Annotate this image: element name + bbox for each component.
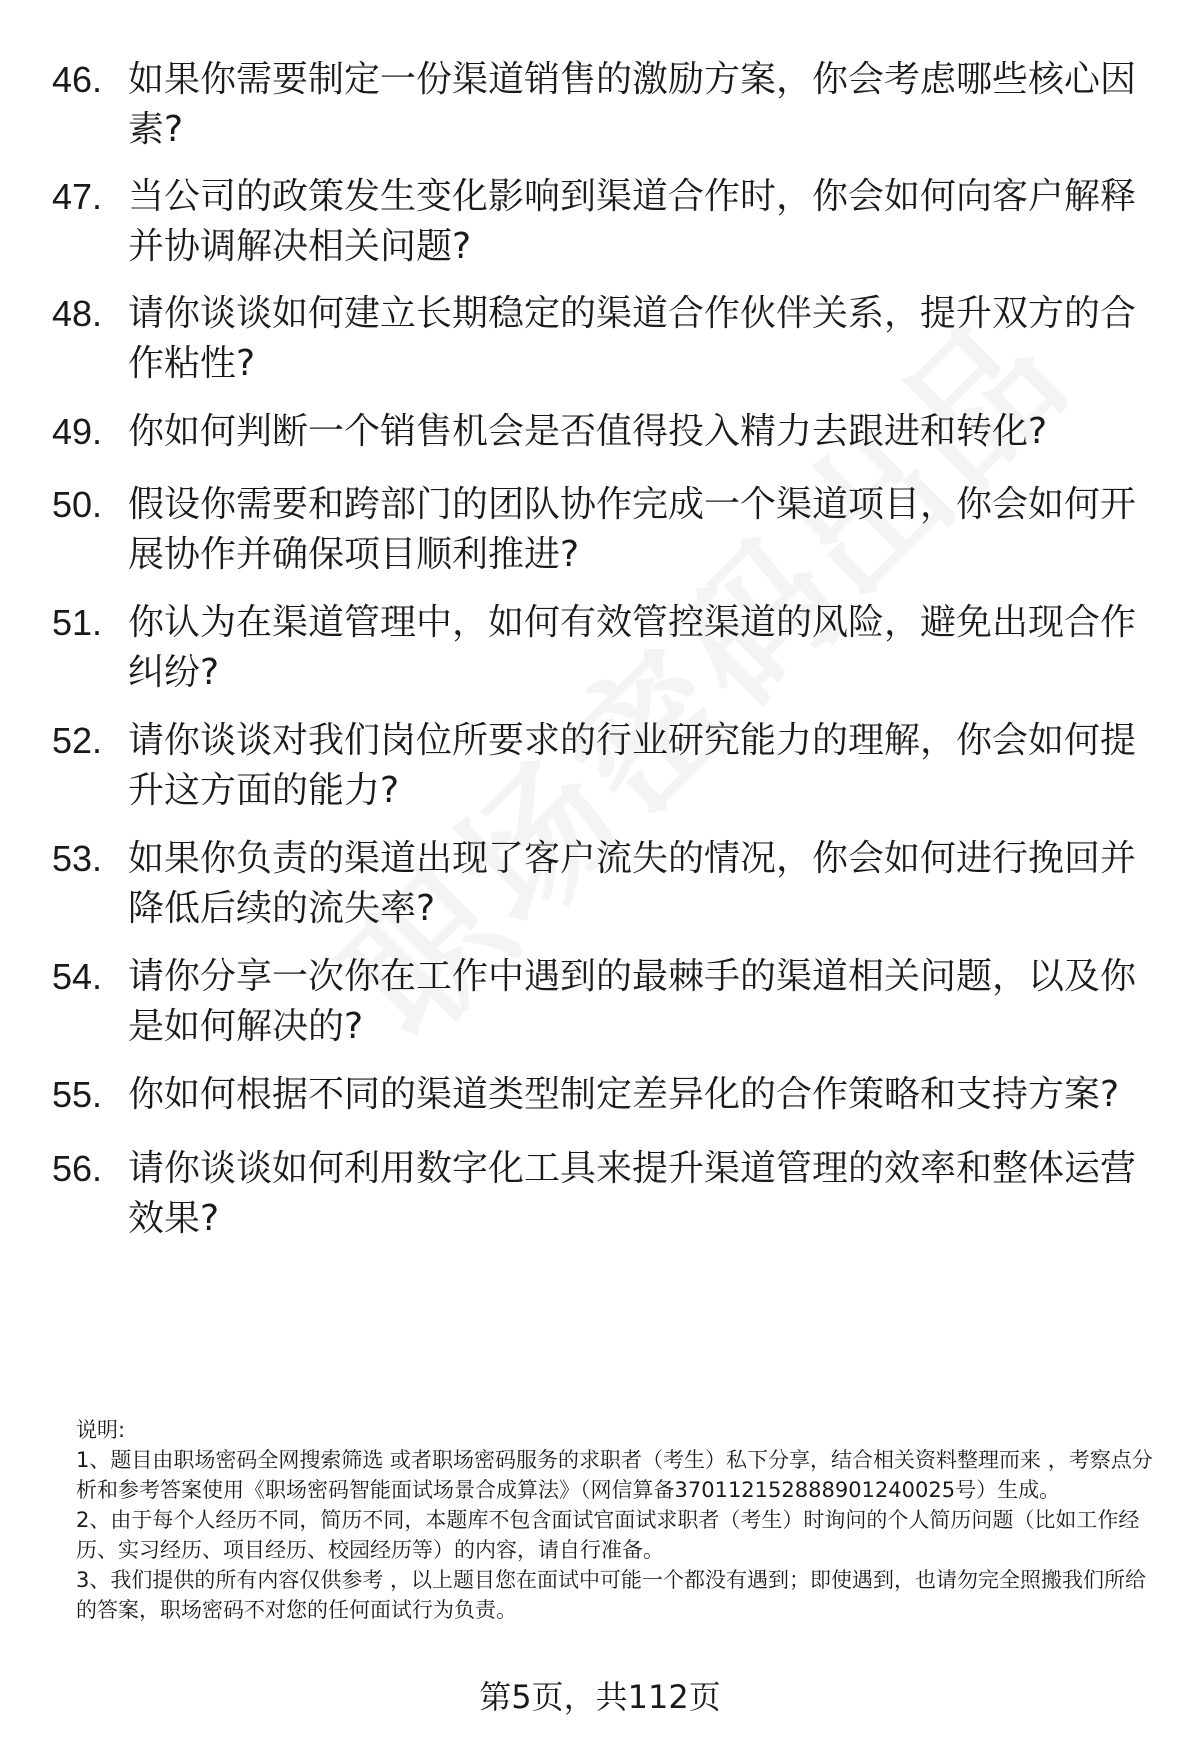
note-item: 3、我们提供的所有内容仅供参考 ，以上题目您在面试中可能一个都没有遇到；即使遇到，也请勿完全照搬我们所给的答案，职场密码不对您的任何面试行为负责。: [76, 1568, 1147, 1622]
question-item: [52, 834, 1152, 934]
question-text: 你如何根据不同的渠道类型制定差异化的合作策略和支持方案?: [128, 1074, 1120, 1115]
question-item: [52, 1070, 1152, 1120]
question-text: 你认为在渠道管理中，如何有效管控渠道的风险，避免出现合作纠纷?: [128, 602, 1137, 693]
question-text: 请你谈谈对我们岗位所要求的行业研究能力的理解，你会如何提升这方面的能力?: [128, 720, 1137, 811]
question-number: 47.: [52, 176, 103, 217]
question-text: 请你谈谈如何建立长期稳定的渠道合作伙伴关系，提升双方的合作粘性?: [128, 293, 1137, 384]
question-number: 53.: [52, 838, 103, 879]
question-item: [52, 716, 1152, 816]
question-item: [52, 55, 1152, 155]
question-text: 假设你需要和跨部门的团队协作完成一个渠道项目，你会如何开展协作并确保项目顺利推进?: [128, 484, 1137, 575]
question-item: [52, 1144, 1152, 1244]
question-number: 50.: [52, 484, 103, 525]
question-item: [52, 952, 1152, 1052]
question-item: [52, 172, 1152, 272]
question-number: 46.: [52, 59, 103, 100]
question-text: 当公司的政策发生变化影响到渠道合作时，你会如何向客户解释并协调解决相关问题?: [128, 176, 1137, 267]
question-text: 请你分享一次你在工作中遇到的最棘手的渠道相关问题，以及你是如何解决的?: [128, 956, 1137, 1047]
page-number: 第5页，共112页: [479, 1678, 721, 1716]
note-item: 2、由于每个人经历不同，简历不同，本题库不包含面试官面试求职者（考生）时询问的个人简历问题（比如工作经历、实习经历、项目经历、校园经历等）的内容，请自行准备。: [76, 1508, 1140, 1562]
question-number: 48.: [52, 293, 103, 334]
note-item: 1、题目由职场密码全网搜索筛选 或者职场密码服务的求职者（考生）私下分享，结合相关资料整理而来 ，考察点分析和参考答案使用《职场密码智能面试场景合成算法》（网信算备370112152888901240025号）生成。: [76, 1448, 1153, 1502]
question-number: 54.: [52, 956, 103, 997]
question-number: 55.: [52, 1074, 103, 1115]
question-text: 你如何判断一个销售机会是否值得投入精力去跟进和转化?: [128, 411, 1048, 452]
question-number: 51.: [52, 602, 103, 643]
question-text: 请你谈谈如何利用数字化工具来提升渠道管理的效率和整体运营效果?: [128, 1148, 1137, 1239]
notes-heading: 说明:: [76, 1418, 126, 1442]
question-number: 52.: [52, 720, 103, 761]
question-item: [52, 289, 1152, 389]
question-item: [52, 407, 1152, 457]
question-number: 49.: [52, 411, 103, 452]
notes-section: [76, 1415, 1156, 1625]
question-item: [52, 598, 1152, 698]
question-item: [52, 480, 1152, 580]
question-text: 如果你负责的渠道出现了客户流失的情况，你会如何进行挽回并降低后续的流失率?: [128, 838, 1137, 929]
question-number: 56.: [52, 1148, 103, 1189]
question-text: 如果你需要制定一份渠道销售的激励方案，你会考虑哪些核心因素?: [128, 59, 1137, 150]
